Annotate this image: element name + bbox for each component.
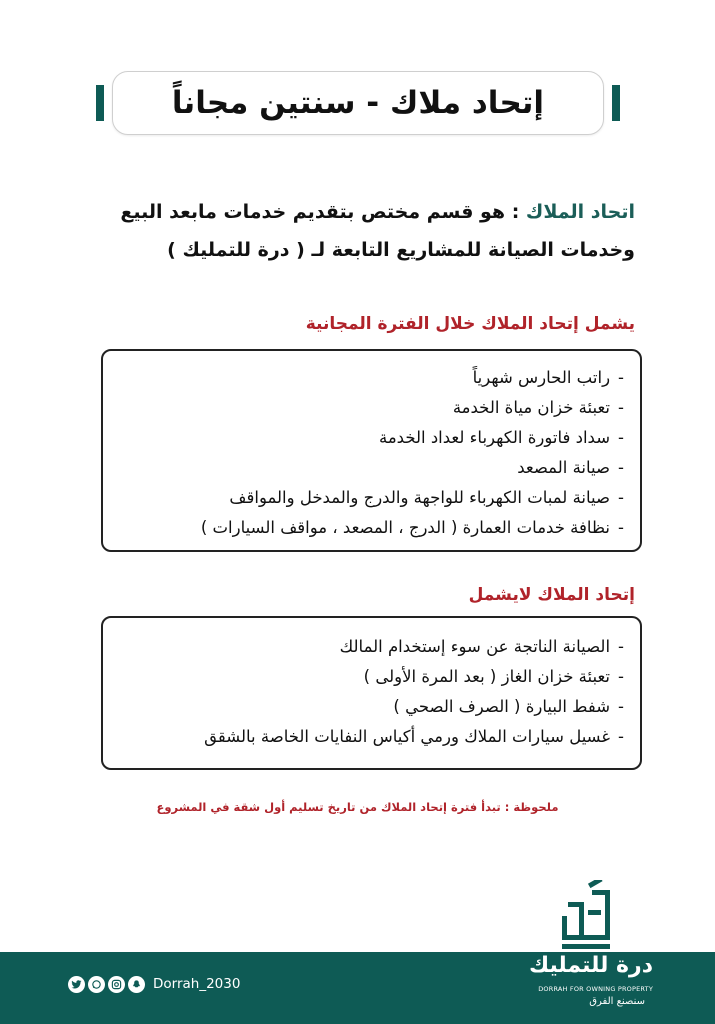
list-item-text: صيانة المصعد bbox=[517, 458, 611, 477]
bullet-dash: - bbox=[618, 458, 624, 477]
list-item-text: شفط البيارة ( الصرف الصحي ) bbox=[393, 697, 611, 716]
intro-line-2: وخدمات الصيانة للمشاريع التابعة لـ ( درة للتمليك ) bbox=[167, 239, 635, 261]
excluded-heading: إتحاد الملاك لايشمل bbox=[468, 585, 635, 605]
twitter-icon[interactable] bbox=[68, 976, 85, 993]
dorrah-logo-icon bbox=[560, 880, 616, 950]
list-item-text: نظافة خدمات العمارة ( الدرج ، المصعد ، مواقف السيارات ) bbox=[200, 518, 611, 537]
title-banner bbox=[96, 71, 620, 135]
list-item-text: تعبئة خزان الغاز ( بعد المرة الأولى ) bbox=[363, 667, 611, 686]
bullet-dash: - bbox=[618, 368, 624, 387]
list-item bbox=[111, 453, 624, 483]
list-item-text: غسيل سيارات الملاك ورمي أكياس النفايات الخاصة بالشقق bbox=[204, 727, 611, 746]
list-item bbox=[111, 423, 624, 453]
list-item bbox=[111, 662, 624, 692]
bullet-dash: - bbox=[618, 667, 624, 686]
bullet-dash: - bbox=[618, 518, 624, 537]
intro-paragraph bbox=[60, 193, 635, 269]
intro-line-1 bbox=[60, 193, 635, 231]
list-item-text: صيانة لمبات الكهرباء للواجهة والدرج والمدخل والمواقف bbox=[229, 488, 611, 507]
social-handle[interactable]: Dorrah_2030 bbox=[153, 976, 241, 992]
bullet-dash: - bbox=[618, 428, 624, 447]
bullet-dash: - bbox=[618, 398, 624, 417]
list-item bbox=[111, 393, 624, 423]
bullet-dash: - bbox=[618, 727, 624, 746]
list-item-text: تعبئة خزان مياة الخدمة bbox=[452, 398, 611, 417]
intro-label: اتحاد الملاك bbox=[525, 201, 635, 223]
snapchat-icon[interactable] bbox=[128, 976, 145, 993]
included-heading: يشمل إتحاد الملاك خلال الفترة المجانية bbox=[305, 314, 635, 334]
list-item-text: راتب الحارس شهرياً bbox=[472, 368, 611, 387]
list-item bbox=[111, 692, 624, 722]
list-item-text: سداد فاتورة الكهرباء لعداد الخدمة bbox=[378, 428, 611, 447]
title-box bbox=[112, 71, 604, 135]
list-item bbox=[111, 722, 624, 752]
footer-bar bbox=[0, 952, 715, 1024]
list-item bbox=[111, 513, 624, 543]
brand-name-english: DORRAH FOR OWNING PROPERTY bbox=[538, 985, 653, 993]
included-list-box bbox=[101, 349, 642, 552]
bullet-dash: - bbox=[618, 697, 624, 716]
excluded-list bbox=[111, 632, 624, 752]
list-item-text: الصيانة الناتجة عن سوء إستخدام المالك bbox=[339, 637, 611, 656]
page-title: إتحاد ملاك - سنتين مجاناً bbox=[171, 85, 545, 121]
whatsapp-icon[interactable] bbox=[88, 976, 105, 993]
included-list bbox=[111, 363, 624, 543]
instagram-icon[interactable] bbox=[108, 976, 125, 993]
list-item bbox=[111, 363, 624, 393]
title-accent-right bbox=[612, 85, 620, 121]
footnote: ملحوظة : تبدأ فترة إتحاد الملاك من تاريخ تسليم أول شقة في المشروع bbox=[156, 800, 559, 814]
excluded-list-box bbox=[101, 616, 642, 770]
list-item bbox=[111, 632, 624, 662]
intro-definition: : هو قسم مختص بتقديم خدمات مابعد البيع bbox=[120, 201, 526, 223]
list-item bbox=[111, 483, 624, 513]
social-links bbox=[68, 974, 240, 994]
bullet-dash: - bbox=[618, 488, 624, 507]
brand-tagline: سنصنع الفرق bbox=[589, 996, 645, 1007]
brand-name-arabic: درة للتمليك bbox=[528, 953, 653, 978]
title-accent-left bbox=[96, 85, 104, 121]
bullet-dash: - bbox=[618, 637, 624, 656]
